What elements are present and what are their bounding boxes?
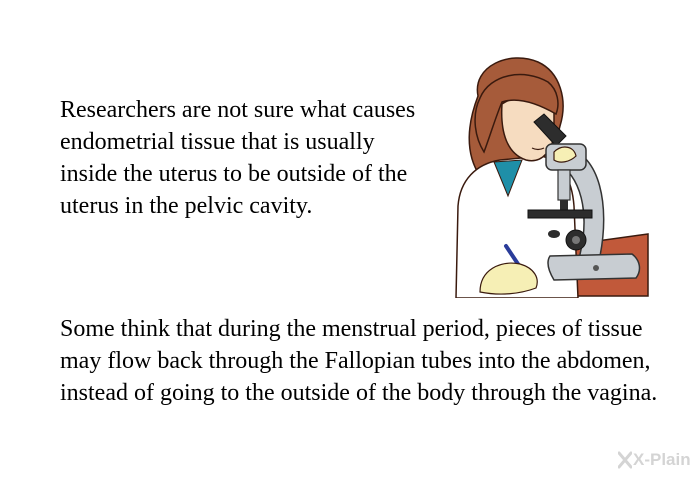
x-plain-logo — [618, 448, 691, 472]
theory-paragraph: Some think that during the menstrual period, pieces of tissue may flow back through the Fallopian tubes into the abdomen, instead of going to the outside of the body through the vagina. — [60, 316, 658, 406]
scientist-microscope-icon — [450, 56, 650, 298]
researcher-microscope-illustration — [450, 56, 650, 298]
x-plain-logo-icon — [618, 451, 632, 469]
intro-paragraph: Researchers are not sure what causes endometrial tissue that is usually inside the uterus to be outside of the uterus in the pelvic cavity. — [60, 97, 416, 219]
x-plain-logo-text: X-Plain — [633, 450, 691, 469]
